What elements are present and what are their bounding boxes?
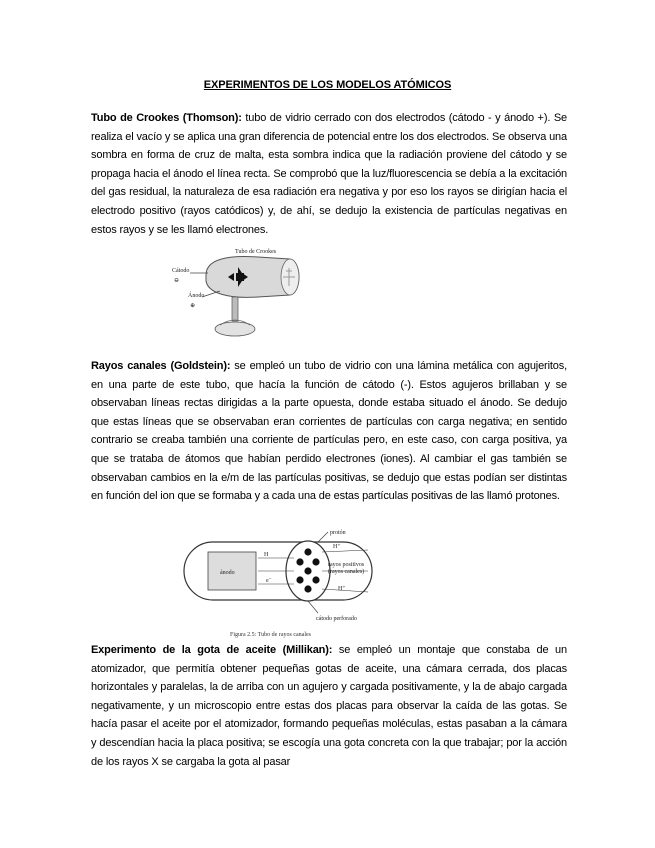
fig2-atom-label: H <box>264 552 269 558</box>
section-goldstein <box>91 357 567 506</box>
fig2-top-label: protón <box>330 530 346 536</box>
section-crookes-heading: Tubo de Crookes (Thomson): <box>91 112 242 124</box>
crookes-tube-label: Tubo de Crookes <box>235 249 277 255</box>
fig2-middle-label-1: rayos positivos <box>328 562 365 568</box>
fig2-caption: Figura 2.5: Tubo de rayos canales <box>230 632 311 638</box>
section-millikan-heading: Experimento de la gota de aceite (Millikan): <box>91 644 333 656</box>
section-goldstein-body: se empleó un tubo de vidrio con una lámina metálica con agujeritos, en una parte de este tubo, que hacía la función de cátodo (-). Estos agujeros brillaban y se observaban líneas rectas dirigidas a la parte opuesta, donde estaba situado el ánodo. Se dedujo que estas líneas que se observaban eran corrientes de partículas con carga negativa; en sentido contrario se creaba también una corriente de partículas pero, en este caso, con carga positiva, ya que se trataba de átomos que habían perdido electrones (iones). Al cambiar el gas también se observaban cambios en la e/m de las partículas positivas, se dedujo que estas podían ser distintas en función del ion que se formaba y a cada una de estas partículas positivas de las llamó protones. <box>91 360 567 503</box>
cathode-sign: ⊖ <box>174 278 180 284</box>
fig2-bottom-label: cátodo perforado <box>316 616 357 622</box>
anode-label: Ánodo <box>188 293 205 299</box>
stand-shape <box>215 297 255 336</box>
section-crookes-body: tubo de vidrio cerrado con dos electrodos (cátodo - y ánodo +). Se realiza el vacío y se aplica una gran diferencia de potencial entre los dos electrodos. Se observa una sombra en forma de cruz de malta, esta sombra indica que la radiación proviene del cátodo y se propaga hacia el ánodo el línea recta. Se comprobó que la luz/fluorescencia se debía a la excitación del gas residual, la naturaleza de esa radiación era negativa y por eso los rayos se dirigían hacia el electrodo positivo (rayos catódicos) y, de ahí, se dedujo la existencia de partículas negativas en estos rayos y se les llamó electrones. <box>91 112 567 236</box>
section-goldstein-heading: Rayos canales (Goldstein): <box>91 360 231 372</box>
anode-sign: ⊕ <box>190 303 196 309</box>
canal-rays-figure <box>178 528 378 640</box>
fig2-ion-label-top: H⁺ <box>333 544 341 550</box>
section-millikan-body: se empleó un montaje que constaba de un atomizador, que permitía obtener pequeñas gotas de aceite, una cámara cerrada, dos placas horizontales y paralelas, la de arriba con un agujero y cargada positivamente, y la de abajo cargada negativamente, y un microscopio entre estas dos placas para observar la caída de las gotas. Se hacía pasar el aceite por el atomizador, formando pequeñas moléculas, estas pasaban a la cámara y descendían hacia la placa positiva; se escogía una gota concreta con la que trabajar; por la acción de los rayos X se cargaba la gota al pasar <box>91 644 567 768</box>
fig2-middle-label-2: (rayos canales) <box>328 569 365 575</box>
fig2-electron-label: e⁻ <box>266 578 272 584</box>
section-crookes <box>91 109 567 239</box>
fig2-anode-label: ánodo <box>220 570 235 576</box>
cathode-label: Cátodo <box>172 268 190 274</box>
fig2-ion-label-bottom: H⁺ <box>338 586 346 592</box>
section-millikan <box>91 641 567 771</box>
page-title: EXPERIMENTOS DE LOS MODELOS ATÓMICOS <box>203 79 452 91</box>
crookes-tube-figure <box>168 245 318 345</box>
